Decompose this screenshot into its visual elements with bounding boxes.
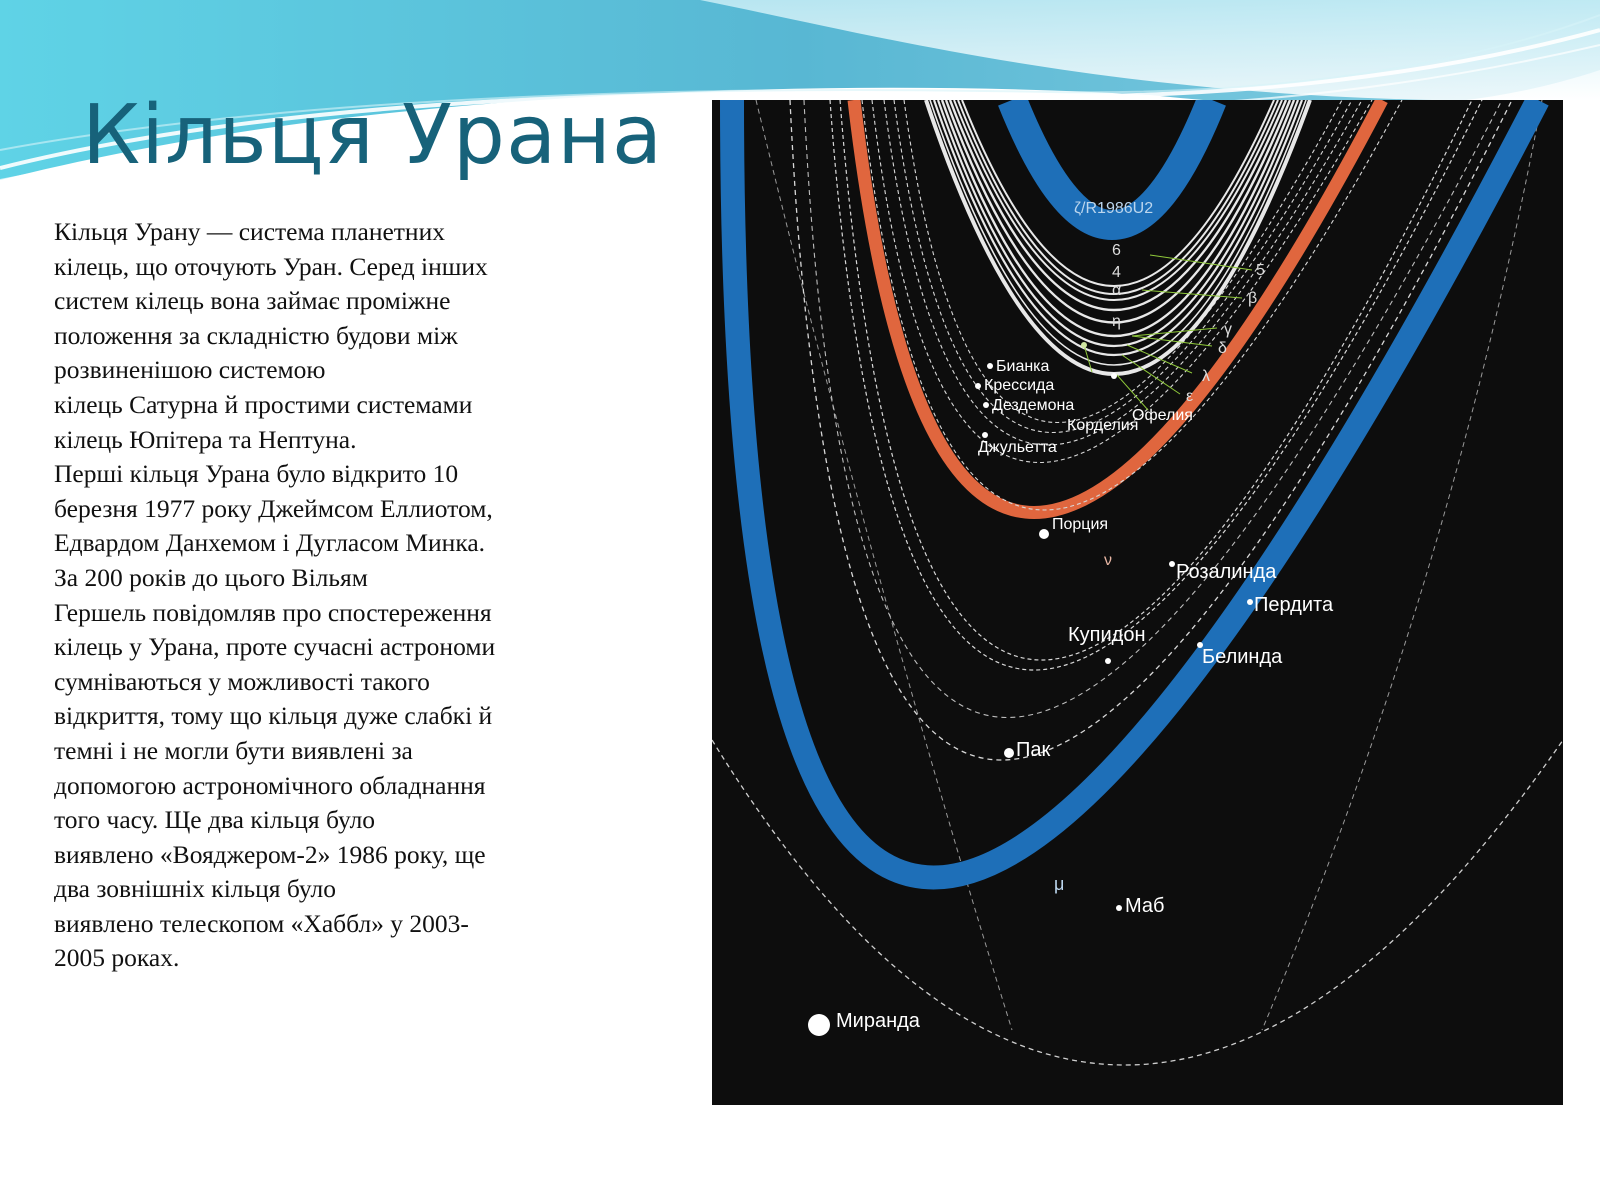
moon-rosalind-dot [1169,561,1175,567]
moon-juliet-dot [982,432,988,438]
moon-label-miranda: Миранда [836,1010,920,1032]
moon-cordelia-dot [1081,342,1087,348]
moon-mab-dot [1116,905,1122,911]
moon-label-desdemona: Дездемона [992,397,1075,414]
ring-label-gamma: γ [1224,321,1232,338]
body-line: кілець Юпітера та Нептуна. [54,424,357,454]
ring-label-epsilon: ε [1186,388,1194,405]
ring-label-lambda: λ [1202,368,1210,385]
moon-label-portia: Порция [1052,516,1109,533]
moon-label-cupid: Купидон [1068,624,1146,646]
moon-label-cressida: Крессида [984,377,1055,394]
moon-label-perdita: Пердита [1254,594,1334,616]
body-line: допомогою астрономічного обладнання [54,770,486,800]
moon-perdita-dot [1247,599,1253,605]
moon-portia-dot [1039,529,1049,539]
moon-puck-dot [1004,748,1014,758]
body-line: Перші кільця Урана було відкрито 10 [54,459,459,489]
body-line: положення за складністю будови між [54,320,458,350]
body-line: того часу. Ще два кільця було [54,805,376,835]
body-line: кілець, що оточують Уран. Серед інших [54,251,488,281]
body-text [54,215,614,976]
slide-title: Кільця Урана [82,88,664,183]
moon-label-ophelia: Офелия [1132,407,1193,424]
uranus-rings-diagram [712,100,1563,1105]
body-line: виявлено телескопом «Хаббл» у 2003- [54,908,469,938]
moon-label-juliet: Джульетта [978,439,1057,456]
ring-label-6: 6 [1112,242,1121,259]
ring-label-delta: δ [1218,340,1227,357]
body-line: 2005 роках. [54,943,180,973]
ring-label-mu: μ [1054,874,1065,894]
moon-label-puck: Пак [1016,739,1051,761]
moon-label-bianca: Бианка [996,358,1050,375]
moon-label-rosalind: Розалинда [1176,561,1277,583]
body-line: темні і не могли бути виявлені за [54,735,413,765]
moon-cressida-dot [975,383,981,389]
ring-label-nu: ν [1104,552,1112,569]
body-line: сумніваються у можливості такого [54,666,430,696]
body-line: виявлено «Вояджером-2» 1986 року, ще [54,839,486,869]
body-line: відкриття, тому що кільця дуже слабкі й [54,701,493,731]
ring-label-5: 5 [1256,262,1265,279]
body-line: березня 1977 року Джеймсом Еллиотом, [54,493,493,523]
ring-label-4: 4 [1112,264,1121,281]
moon-cupid-dot [1105,658,1111,664]
ring-label-alpha: α [1112,282,1122,299]
body-line: За 200 років до цього Вільям [54,562,368,592]
body-line: кілець у Урана, проте сучасні астрономи [54,632,496,662]
body-line: Кільця Урану — система планетних [54,217,445,246]
moon-miranda-dot [808,1014,830,1036]
ring-label-beta: β [1248,290,1258,307]
ring-label-zeta: ζ/R1986U2 [1074,200,1154,217]
body-line: систем кілець вона займає проміжне [54,286,451,316]
body-line: розвиненішою системою [54,355,326,385]
body-line: Едвардом Данхемом і Дугласом Минка. [54,528,486,558]
moon-bianca-dot [987,363,993,369]
body-line: Гершель повідомляв про спостереження [54,597,492,627]
body-line: два зовнішніх кільця було [54,874,336,904]
ring-label-eta: η [1112,313,1121,330]
figure-background [712,100,1563,1105]
body-line: кілець Сатурна й простими системами [54,389,473,419]
moon-ophelia-dot [1111,373,1117,379]
moon-label-belinda: Белинда [1202,646,1283,668]
moon-label-mab: Маб [1125,895,1165,917]
moon-desdemona-dot [983,402,989,408]
moon-label-cordelia: Корделия [1067,417,1139,434]
